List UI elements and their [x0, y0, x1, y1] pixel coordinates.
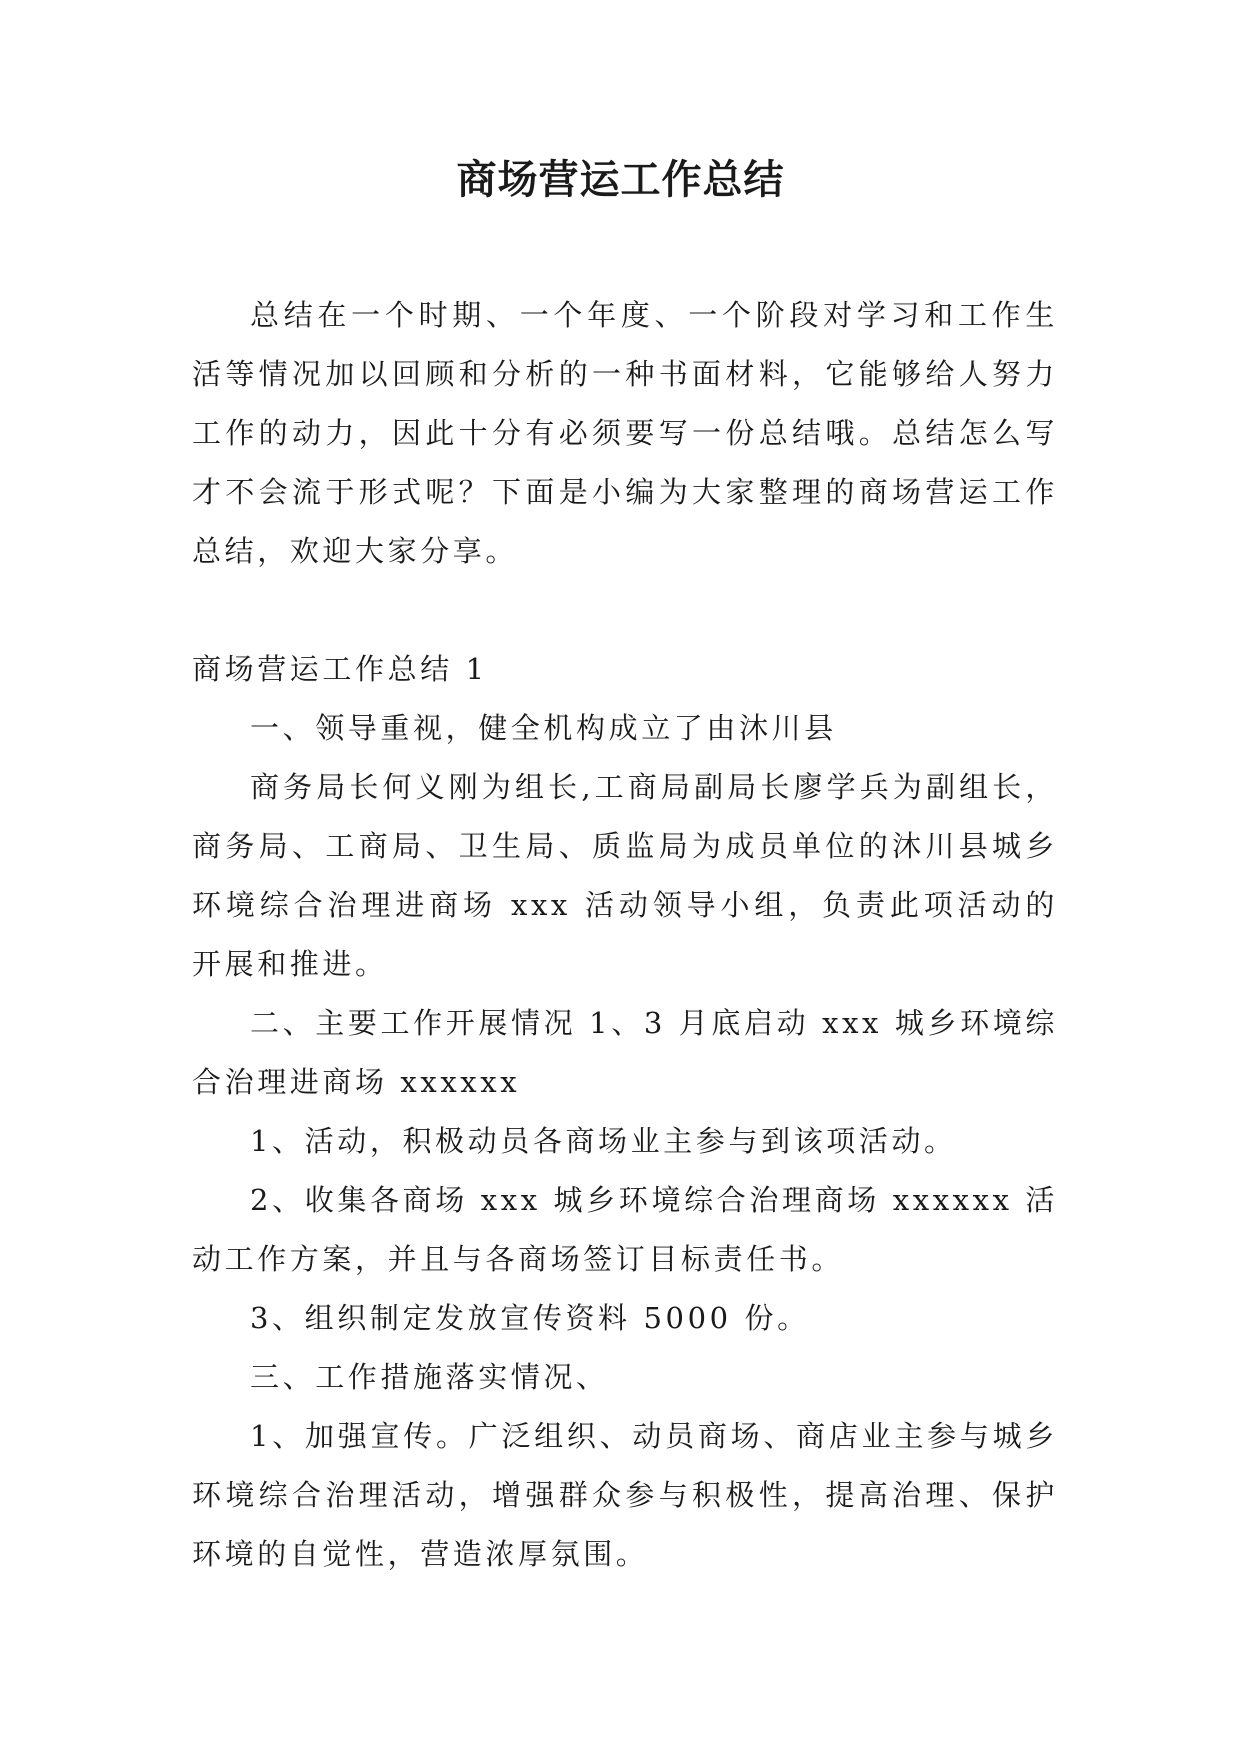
paragraph-organization: 商务局长何义刚为组长,工商局副局长廖学兵为副组长，商务局、工商局、卫生局、质监局为成员单位的沐川县城乡环境综合治理进商场 xxx 活动领导小组，负责此项活动的开展和推进。 — [192, 770, 1058, 981]
spacer — [192, 581, 1058, 640]
paragraph-leadership: 一、领导重视，健全机构成立了由沐川县 — [250, 711, 837, 745]
document-title: 商场营运工作总结 — [456, 156, 785, 203]
paragraph-measures: 三、工作措施落实情况、 — [250, 1360, 609, 1394]
intro-paragraph: 总结在一个时期、一个年度、一个阶段对学习和工作生活等情况加以回顾和分析的一种书面材料，它能够给人努力工作的动力，因此十分有必须要写一份总结哦。总结怎么写才不会流于形式呢？下面是小编为大家整理的商场营运工作总结，欢迎大家分享。 — [192, 298, 1058, 568]
document-body — [192, 286, 1058, 1584]
paragraph-main-work: 二、主要工作开展情况 1、3 月底启动 xxx 城乡环境综合治理进商场 xxxxxx — [192, 1006, 1058, 1099]
paragraph-item-2: 2、收集各商场 xxx 城乡环境综合治理商场 xxxxxx 活动工作方案，并且与各商场签订目标责任书。 — [192, 1183, 1058, 1276]
section-heading: 商场营运工作总结 1 — [192, 652, 488, 686]
paragraph-item-1: 1、活动，积极动员各商场业主参与到该项活动。 — [250, 1124, 957, 1158]
paragraph-item-3: 3、组织制定发放宣传资料 5000 份。 — [250, 1301, 810, 1335]
paragraph-publicity: 1、加强宣传。广泛组织、动员商场、商店业主参与城乡环境综合治理活动，增强群众参与积极性，提高治理、保护环境的自觉性，营造浓厚氛围。 — [192, 1419, 1058, 1571]
